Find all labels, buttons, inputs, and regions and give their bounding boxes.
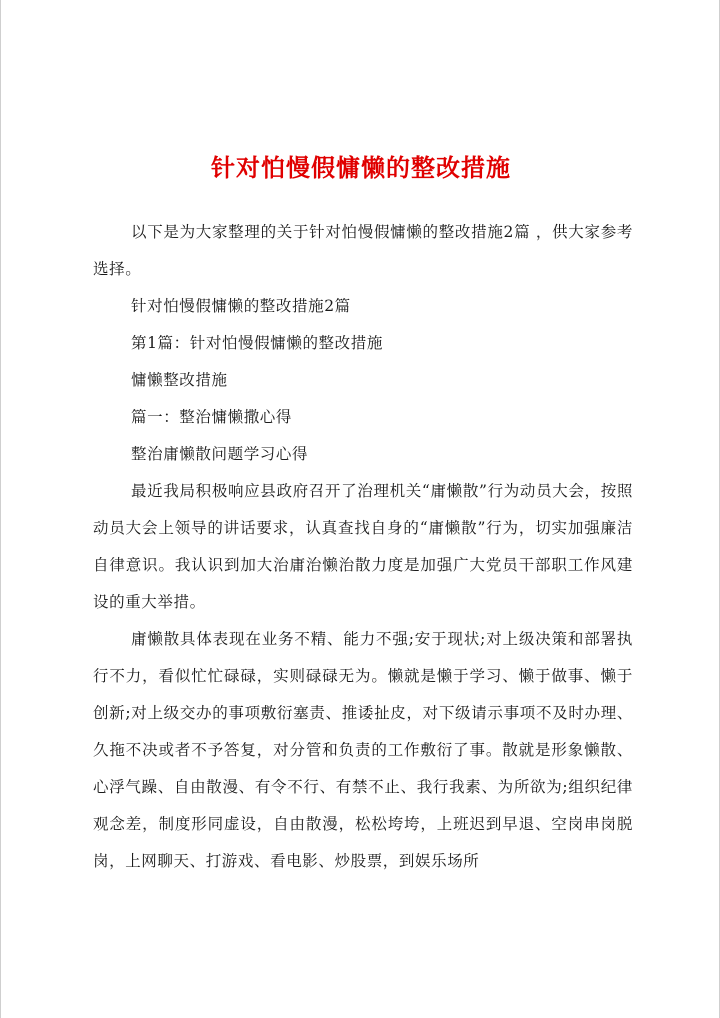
intro-paragraph: 以下是为大家整理的关于针对怕慢假慵懒的整改措施2篇 ，供大家参考选择。 bbox=[93, 223, 633, 278]
document-body bbox=[93, 214, 633, 880]
article-heading: 第1篇：针对怕慢假慵懒的整改措施 bbox=[131, 334, 383, 352]
body-paragraph: 庸懒散具体表现在业务不精、能力不强;安于现状;对上级决策和部署执行不力，看似忙忙碌碌，实则碌碌无为。懒就是懒于学习、懒于做事、懒于创新;对上级交办的事项敷衍塞责、推诿扯皮，对下级请示事项不及时办理、久拖不决或者不予答复，对分管和负责的工作敷衍了事。散就是形象懒散、心浮气躁、自由散漫、有令不行、有禁不止、我行我素、为所欲为;组织纪律观念差，制度形同虚设，自由散漫，松松垮垮，上班迟到早退、空岗串岗脱岗，上网聊天、打游戏、看电影、炒股票，到娱乐场所 bbox=[93, 630, 633, 870]
body-paragraph: 最近我局积极响应县政府召开了治理机关“庸懒散”行为动员大会，按照动员大会上领导的讲话要求，认真查找自身的“庸懒散”行为，切实加强廉洁自律意识。我认识到加大治庸治懒治散力度是加强广大党员干部职工作风建设的重大举措。 bbox=[93, 482, 633, 611]
section-heading: 针对怕慢假慵懒的整改措施2篇 bbox=[131, 297, 351, 315]
subsection-heading: 慵懒整改措施 bbox=[131, 371, 228, 389]
chapter-heading: 篇一：整治慵懒撒心得 bbox=[131, 408, 293, 426]
essay-title: 整治庸懒散问题学习心得 bbox=[131, 445, 309, 463]
document-title: 针对怕慢假慵懒的整改措施 bbox=[211, 153, 511, 182]
